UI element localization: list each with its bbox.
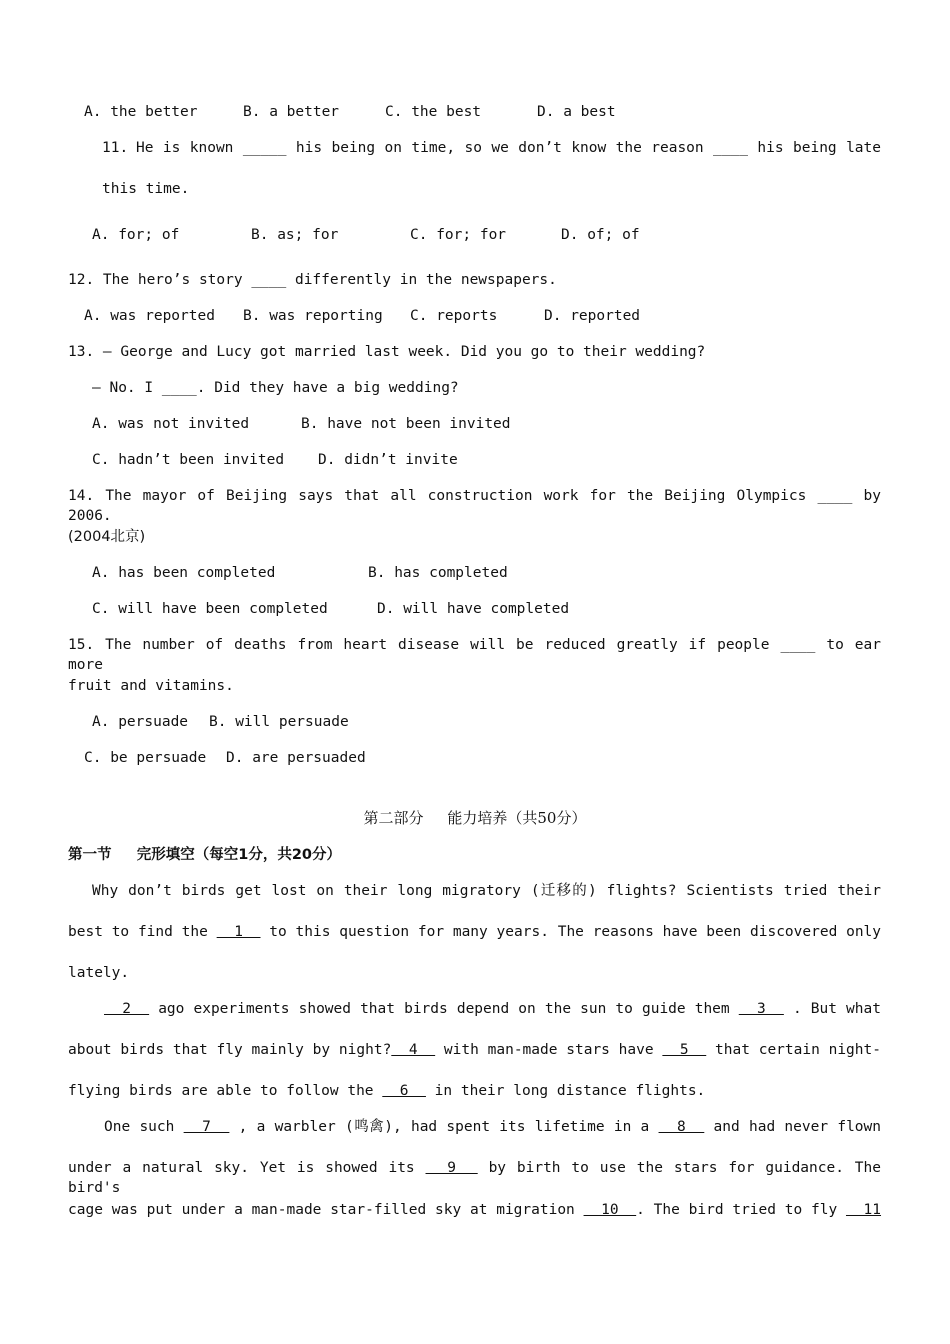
q15-option-d: D. are persuaded	[226, 750, 366, 766]
q14-source: (2004北京)	[68, 529, 146, 545]
blank-9: 9	[425, 1160, 478, 1176]
q15-stem: 15. The number of deaths from heart disease will be reduced greatly if people ____ to ear more	[68, 637, 881, 673]
q13-option-d: D. didn’t invite	[318, 452, 458, 468]
passage-text: . The bird tried to fly	[636, 1202, 846, 1218]
blank-10: 10	[583, 1202, 637, 1218]
q13-option-c: C. hadn’t been invited	[92, 452, 285, 468]
blank-4: 4	[391, 1042, 436, 1058]
q12-option-c: C. reports	[410, 308, 498, 324]
passage-p1-line1	[92, 881, 881, 901]
passage-p3-line3	[68, 1200, 881, 1220]
passage-text: , a warbler (鸣禽), had spent its lifetime in a	[229, 1119, 659, 1135]
passage-p1-line3: lately.	[68, 965, 130, 981]
passage-text: to this question for many years. The reasons have been discovered only	[260, 924, 882, 940]
passage-text: and had never flown	[704, 1119, 881, 1135]
blank-1: 1	[216, 924, 261, 940]
blank-5: 5	[662, 1042, 707, 1058]
blank-2: 2	[104, 1001, 150, 1017]
q15-option-a: A. persuade	[92, 714, 189, 730]
passage-p3-line2	[68, 1158, 881, 1198]
passage-text: Why don’t birds get lost on their long migratory (迁移的) flights? Scientists tried their	[92, 883, 881, 899]
passage-text: under a natural sky. Yet is showed its	[68, 1160, 426, 1176]
q12-option-a: A. was reported	[84, 308, 215, 324]
q10-option-d: D. a best	[537, 104, 616, 120]
passage-p2-line3	[68, 1081, 705, 1101]
q11-option-c: C. for; for	[410, 227, 507, 243]
passage-p2-line2	[68, 1040, 881, 1060]
q11-stem: He is known _____ his being on time, so we don’t know the reason ____ his being late	[136, 140, 881, 156]
q14-option-d: D. will have completed	[377, 601, 570, 617]
q15-stem-cont: fruit and vitamins.	[68, 678, 234, 694]
blank-8: 8	[658, 1119, 705, 1135]
q11-stem-cont: this time.	[102, 181, 190, 197]
passage-text: in their long distance flights.	[425, 1083, 706, 1099]
passage-p2-line1	[104, 999, 881, 1019]
passage-text: One such	[104, 1119, 184, 1135]
passage-p3-line1	[104, 1117, 881, 1137]
q15-option-b: B. will persuade	[209, 714, 349, 730]
q13-reply: — No. I ____. Did they have a big wedding?	[92, 380, 459, 396]
passage-text: about birds that fly mainly by night?	[68, 1042, 392, 1058]
passage-p1-line2	[68, 922, 881, 942]
blank-6: 6	[382, 1083, 426, 1099]
section-one-title: 第一节 完形填空（每空1分，共20分）	[68, 847, 342, 863]
q14-option-a: A. has been completed	[92, 565, 276, 581]
q12-option-d: D. reported	[544, 308, 641, 324]
passage-text: by birth to use the stars for guidance. The bird's	[68, 1160, 881, 1196]
blank-3: 3	[738, 1001, 784, 1017]
q13-stem: 13. — George and Lucy got married last week. Did you go to their wedding?	[68, 344, 706, 360]
passage-text: flying birds are able to follow the	[68, 1083, 383, 1099]
blank-7: 7	[183, 1119, 230, 1135]
q10-option-c: C. the best	[385, 104, 482, 120]
passage-text: cage was put under a man-made star-filled sky at migration	[68, 1202, 584, 1218]
passage-text: . But what	[783, 1001, 881, 1017]
part-two-title: 第二部分 能力培养（共50分）	[363, 809, 587, 827]
q12-stem: 12. The hero’s story ____ differently in the newspapers.	[68, 272, 557, 288]
q11-option-a: A. for; of	[92, 227, 180, 243]
q13-option-b: B. have not been invited	[301, 416, 511, 432]
q10-option-a: A. the better	[84, 104, 198, 120]
q10-option-b: B. a better	[243, 104, 340, 120]
q11-option-d: D. of; of	[561, 227, 640, 243]
q14-stem: 14. The mayor of Beijing says that all construction work for the Beijing Olympics ____ by 2006.	[68, 488, 881, 524]
q14-option-b: B. has completed	[368, 565, 508, 581]
passage-text: with man-made stars have	[435, 1042, 663, 1058]
passage-text: best to find the	[68, 924, 217, 940]
q14-option-c: C. will have been completed	[92, 601, 328, 617]
q11-number: 11.	[102, 140, 129, 156]
q13-option-a: A. was not invited	[92, 416, 250, 432]
passage-text: that certain night-	[706, 1042, 881, 1058]
q15-option-c: C. be persuade	[84, 750, 207, 766]
passage-text: ago experiments showed that birds depend on the sun to guide them	[149, 1001, 739, 1017]
q12-option-b: B. was reporting	[243, 308, 383, 324]
q11-option-b: B. as; for	[251, 227, 339, 243]
blank-11: 11	[845, 1202, 882, 1218]
